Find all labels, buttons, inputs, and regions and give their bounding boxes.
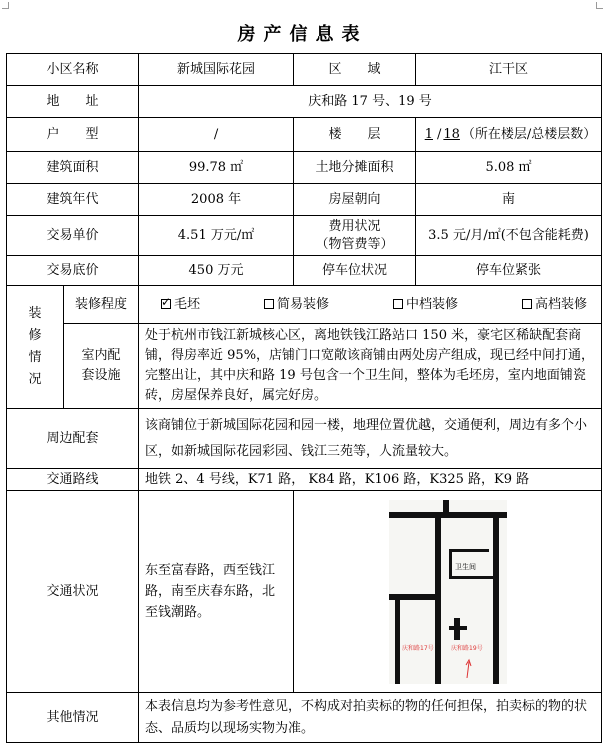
fee-value: 3.5 元/月/㎡(不包含能耗费) [416,216,602,256]
floor-plan-cell [294,491,602,693]
floor-plan-image [389,500,507,684]
row-unit [7,118,602,152]
row-other [7,693,602,743]
row-decoration-level [7,286,602,324]
left-shop-label: 庆和路17号 [401,644,434,652]
fee-label [294,216,416,256]
community-label: 小区名称 [7,54,139,86]
parking-value: 停车位紧张 [416,256,602,286]
unit-price-label: 交易单价 [7,216,139,256]
option-rough[interactable]: ✓ 毛坯 [161,296,200,314]
base-price-label: 交易底价 [7,256,139,286]
property-info-table [6,53,602,743]
floor-value: 1 / 18 （所在楼层/总楼层数） [416,118,602,152]
row-community [7,54,602,86]
community-value: 新城国际花园 [139,54,294,86]
base-price-value: 450 万元 [139,256,294,286]
option-high[interactable]: 高档装修 [522,296,587,314]
left-wall [395,600,400,684]
row-unit-price [7,216,602,256]
unit-price-value: 4.51 万元/㎡ [139,216,294,256]
pillar [449,626,467,630]
row-surroundings [7,409,602,469]
center-wall [435,518,441,684]
decoration-label: 装 修 情 况 [7,286,64,409]
option-mid[interactable]: 中档装修 [393,296,458,314]
address-value: 庆和路 17 号、19 号 [139,86,602,118]
right-wall [493,518,499,684]
decoration-options [139,286,602,324]
toilet-wall [449,576,493,579]
toilet-wall [449,549,452,579]
checkbox-icon[interactable] [393,299,403,309]
checkbox-icon[interactable] [264,299,274,309]
district-label: 区 域 [294,54,416,86]
page-corner-mark [596,2,603,9]
land-area-value: 5.08 ㎡ [416,152,602,184]
traffic-text: 东至富春路，西至钱江路，南至庆春东路，北至钱潮路。 [139,491,294,693]
surroundings-text: 该商铺位于新城国际花园和园一楼，地理位置优越，交通便利，周边有多个小区，如新城国际花园彩园、钱江三苑等，人流量较大。 [139,409,602,469]
routes-text: 地铁 2、4 号线，K71 路， K84 路，K106 路，K325 路，K9 路 [139,469,602,491]
page-title: 房产信息表 [237,24,368,45]
option-simple[interactable]: 简易装修 [264,296,329,314]
facilities-text: 处于杭州市钱江新城核心区，离地铁钱江路站口 150 米，豪宅区稀缺配套商铺，得房率近 95%，店铺门口宽敞该商铺由两处房产组成，现已经中间打通，完整出让，其中庆和路 19 号包含一个卫生间，整体为毛坯房，室内地面铺瓷砖，房屋保养良好，属完好房。 [139,324,602,409]
wall [389,594,435,600]
total-floors: 18 [443,126,460,142]
checkbox-checked-icon[interactable] [161,299,171,309]
wall [443,500,449,518]
build-year-value: 2008 年 [139,184,294,216]
facilities-label: 室内配 套设施 [64,324,139,409]
parking-label: 停车位状况 [294,256,416,286]
page-corner-mark [2,2,9,9]
routes-label: 交通路线 [7,469,139,491]
row-address [7,86,602,118]
row-base-price [7,256,602,286]
floor-number: 1 [424,126,433,142]
unit-type-label: 户 型 [7,118,139,152]
address-label: 地 址 [7,86,139,118]
row-facilities [7,324,602,409]
floor-plan-bg [389,500,507,684]
traffic-label: 交通状况 [7,491,139,693]
floor-label: 楼 层 [294,118,416,152]
floor-note: （所在楼层/总楼层数） [461,126,597,142]
orientation-label: 房屋朝向 [294,184,416,216]
row-year [7,184,602,216]
floor-area-value: 99.78 ㎡ [139,152,294,184]
toilet-wall [449,549,489,552]
fee-label-line2: （物管费等） [315,236,394,252]
orientation-value: 南 [416,184,602,216]
row-area [7,152,602,184]
other-label: 其他情况 [7,693,139,743]
row-traffic [7,491,602,693]
other-text: 本表信息均为参考性意见，不构成对拍卖标的物的任何担保，拍卖标的物的状态、品质均以现场实物为准。 [139,693,602,743]
right-shop-label: 庆和路19号 [450,644,483,652]
unit-type-value: / [139,118,294,152]
checkbox-icon[interactable] [522,299,532,309]
district-value: 江干区 [416,54,602,86]
decoration-level-label: 装修程度 [64,286,139,324]
row-routes [7,469,602,491]
floor-area-label: 建筑面积 [7,152,139,184]
build-year-label: 建筑年代 [7,184,139,216]
surroundings-label: 周边配套 [7,409,139,469]
fee-label-line1: 费用状况 [328,218,381,234]
toilet-label: 卫生间 [454,562,476,571]
land-area-label: 土地分摊面积 [294,152,416,184]
